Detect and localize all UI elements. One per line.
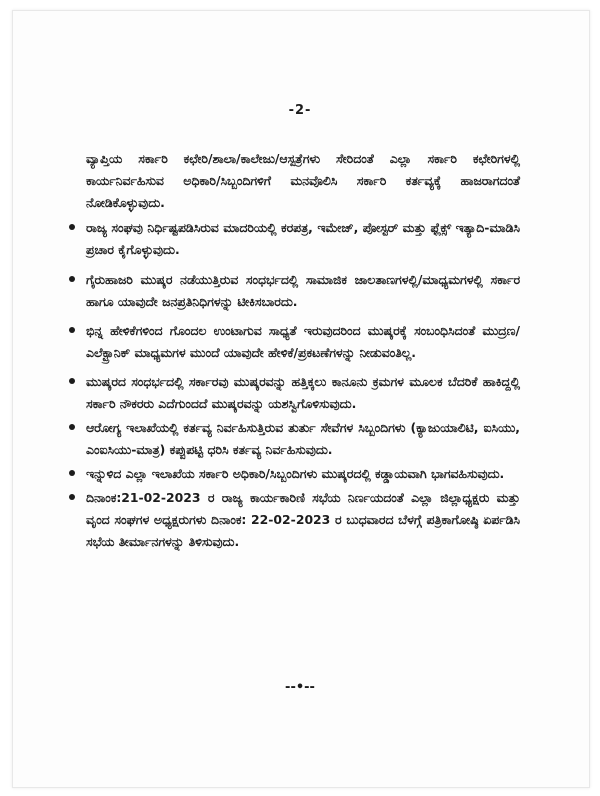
instruction-list [66,217,520,561]
list-item-text: ದಿನಾಂಕ:21-02-2023 ರ ರಾಜ್ಯ ಕಾರ್ಯಕಾರಿಣಿ ಸಭೆಯ ನಿರ್ಣಯದಂತೆ ಎಲ್ಲಾ ಜಿಲ್ಲಾಧ್ಯಕ್ಷರು ಮತ್ತು ವೃಂದ ಸಂಘಗಳ ಅಧ್ಯಕ್ಷರುಗಳು ದಿನಾಂಕ: 22-02-2023 ರ ಬುಧವಾರದ ಬೆಳಗ್ಗೆ ಪತ್ರಿಕಾಗೋಷ್ಠಿ ಏರ್ಪಡಿಸಿ ಸಭೆಯ ತೀರ್ಮಾನಗಳನ್ನು ತಿಳಿಸುವುದು. [86,490,520,549]
list-item [66,487,520,553]
bullet-icon [69,327,75,333]
list-item [66,217,520,261]
bullet-icon [69,470,75,476]
bullet-icon [69,424,75,430]
bullet-icon [69,276,75,282]
list-item [66,371,520,415]
page-number: -2- [288,103,312,118]
list-item-text: ರಾಜ್ಯ ಸಂಘವು ನಿರ್ಧಿಷ್ಟಪಡಿಸಿರುವ ಮಾದರಿಯಲ್ಲಿ ಕರಪತ್ರ, ಇಮೇಜ್, ಪೋಸ್ಟರ್ ಮತ್ತು ಫ್ಲೆಕ್ಸ್ ಇತ್ಯಾದಿ-ಮಾಡಿಸಿ ಪ್ರಚಾರ ಕೈಗೊಳ್ಳುವುದು. [86,220,520,257]
list-item [66,417,520,461]
intro-paragraph: ವ್ಯಾಪ್ತಿಯ ಸರ್ಕಾರಿ ಕಛೇರಿ/ಶಾಲಾ/ಕಾಲೇಜು/ಆಸ್ಪತ್ರೆಗಳು ಸೇರಿದಂತೆ ಎಲ್ಲಾ ಸರ್ಕಾರಿ ಕಛೇರಿಗಳಲ್ಲಿ ಕಾರ್ಯನಿರ್ವಹಿಸುವ ಅಧಿಕಾರಿ/ಸಿಬ್ಬಂದಿಗಳಿಗೆ ಮನವೊಲಿಸಿ ಸರ್ಕಾರಿ ಕರ್ತವ್ಯಕ್ಕೆ ಹಾಜರಾಗದಂತೆ ನೋಡಿಕೊಳ್ಳುವುದು. [86,151,520,210]
list-item-text: ಆರೋಗ್ಯ ಇಲಾಖೆಯಲ್ಲಿ ಕರ್ತವ್ಯ ನಿರ್ವಹಿಸುತ್ತಿರುವ ತುರ್ತು ಸೇವೆಗಳ ಸಿಬ್ಬಂದಿಗಳು (ಕ್ಯಾಜುಯಾಲಿಟಿ, ಐಸಿಯು, ಎಂಐಸಿಯು-ಮಾತ್ರ) ಕಪ್ಪುಪಟ್ಟಿ ಧರಿಸಿ ಕರ್ತವ್ಯ ನಿರ್ವಹಿಸುವುದು. [86,420,520,457]
list-item-text: ಇನ್ನುಳಿದ ಎಲ್ಲಾ ಇಲಾಖೆಯ ಸರ್ಕಾರಿ ಅಧಿಕಾರಿ/ಸಿಬ್ಬಂದಿಗಳು ಮುಷ್ಕರದಲ್ಲಿ ಕಡ್ಡಾಯವಾಗಿ ಭಾಗವಹಿಸುವುದು. [86,466,505,481]
list-item-text: ಗೈರುಹಾಜರಿ ಮುಷ್ಕರ ನಡೆಯುತ್ತಿರುವ ಸಂಧರ್ಭದಲ್ಲಿ ಸಾಮಾಜಿಕ ಜಾಲತಾಣಗಳಲ್ಲಿ/ಮಾಧ್ಯಮಗಳಲ್ಲಿ ಸರ್ಕಾರ ಹಾಗೂ ಯಾವುದೇ ಜನಪ್ರತಿನಿಧಿಗಳನ್ನು ಟೀಕಿಸಬಾರದು. [86,272,520,309]
bullet-icon [69,494,75,500]
end-mark: --•-- [285,680,315,695]
list-item-text: ಮುಷ್ಕರದ ಸಂಧರ್ಭದಲ್ಲಿ ಸರ್ಕಾರವು ಮುಷ್ಕರವನ್ನು ಹತ್ತಿಕ್ಕಲು ಕಾನೂನು ಕ್ರಮಗಳ ಮೂಲಕ ಬೆದರಿಕೆ ಹಾಕಿದ್ದಲ್ಲಿ ಸರ್ಕಾರಿ ನೌಕರರು ಎದೆಗುಂದದೆ ಮುಷ್ಕರವನ್ನು ಯಶಸ್ವಿಗೊಳಿಸುವುದು. [86,374,520,411]
bullet-icon [69,224,75,230]
list-item [66,320,520,364]
list-item [66,269,520,313]
list-item [66,463,520,485]
bullet-icon [69,378,75,384]
list-item-text: ಭಿನ್ನ ಹೇಳಿಕೆಗಳಿಂದ ಗೊಂದಲ ಉಂಟಾಗುವ ಸಾಧ್ಯತೆ ಇರುವುದರಿಂದ ಮುಷ್ಕರಕ್ಕೆ ಸಂಬಂಧಿಸಿದಂತೆ ಮುದ್ರಣ/ಎಲೆಕ್ಟ್ರಾನಿಕ್ ಮಾಧ್ಯಮಗಳ ಮುಂದೆ ಯಾವುದೇ ಹೇಳಿಕೆ/ಪ್ರಕಟಣೆಗಳನ್ನು ನೀಡುವಂತಿಲ್ಲ. [86,323,520,360]
